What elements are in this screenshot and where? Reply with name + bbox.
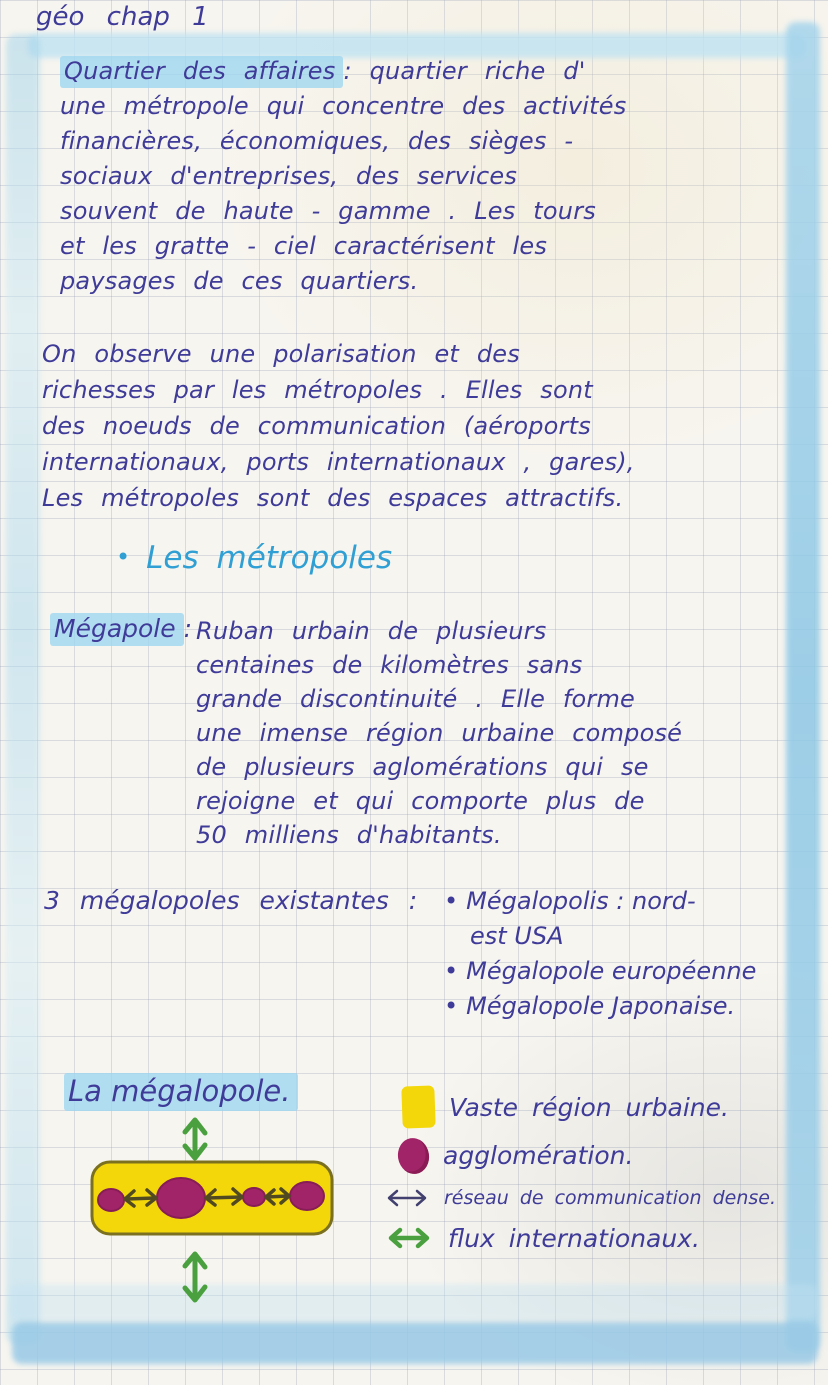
flux-arrow-bottom-icon [185,1254,205,1300]
highlighted-term: La mégalopole. [64,1073,298,1111]
text-line: 50 milliens d'habitants. [196,821,502,849]
bullet-dot: • [444,887,459,915]
legend-label: agglomération. [443,1141,634,1170]
colon: : [183,614,193,643]
text-line: souvent de haute - gamme . Les tours [60,197,596,225]
right-border-watercolor [786,22,820,1352]
megalopoles-list [444,884,756,1024]
list-item [444,954,756,989]
megalopoles-intro: 3 mégalopoles existantes : [44,886,418,915]
text-line: centaines de kilomètres sans [196,651,583,679]
text-line: une imense région urbaine composé [196,719,683,747]
flux-arrow-top-icon [185,1120,205,1158]
definition-quartier-des-affaires [60,54,626,299]
megalopole-diagram [78,1108,348,1318]
megapole-definition [196,614,682,852]
text-line: sociaux d'entreprises, des services [60,162,518,190]
legend-label: réseau de communication dense. [444,1187,776,1209]
agglomeration-dot-icon [395,1135,432,1176]
legend-row [384,1217,776,1259]
text-line: de plusieurs aglomérations qui se [196,753,649,781]
bullet-dot: • [116,543,131,571]
legend-row [384,1132,776,1179]
list-item-continuation: est USA [470,922,564,950]
list-item [444,989,756,1024]
communication-double-arrow-icon [384,1188,430,1208]
legend-label: flux internationaux. [448,1223,700,1253]
schema-title [64,1074,298,1108]
text-line: On observe une polarisation et des [42,340,520,368]
text-line: rejoigne et qui comporte plus de [196,787,645,815]
text-line: paysages de ces quartiers. [60,267,419,295]
text-line: : quartier riche d' [343,57,586,85]
highlighted-term: Quartier des affaires [60,56,343,88]
text-line [60,54,626,89]
text-line: Ruban urbain de plusieurs [196,617,547,645]
section-title: Les métropoles [146,540,393,576]
text-line: financières, économiques, des sièges - [60,127,574,155]
text-line: richesses par les métropoles . Elles sont [42,376,593,404]
list-item-text: Mégalopole européenne [466,957,757,985]
legend-row [384,1082,776,1132]
text-line: Les métropoles sont des espaces attractifs. [42,484,624,512]
bullet-dot: • [444,957,459,985]
list-item [444,884,756,919]
legend-label: Vaste région urbaine. [449,1092,729,1122]
text-line: grande discontinuité . Elle forme [196,685,636,713]
megapole-term [50,614,192,643]
bullet-dot: • [444,992,459,1020]
text-line: une métropole qui concentre des activités [60,92,627,120]
text-line: internationaux, ports internationaux , gares), [42,448,635,476]
schema-legend [384,1082,776,1259]
text-line: et les gratte - ciel caractérisent les [60,232,548,260]
international-flux-double-arrow-icon [384,1226,434,1250]
bottom-border-watercolor [12,1322,818,1364]
yellow-area-swatch-icon [401,1085,435,1128]
legend-row [384,1179,776,1217]
text-line: des noeuds de communication (aéroports [42,412,591,440]
page-title: géo chap 1 [36,2,209,32]
section-heading-les-metropoles [116,540,392,576]
list-item-text: Mégalopolis : nord- [466,887,696,915]
list-item-text: Mégalopole Japonaise. [466,992,736,1020]
left-border-watercolor [6,34,40,1344]
highlighted-term: Mégapole [50,613,184,646]
paragraph-polarisation [42,336,635,516]
